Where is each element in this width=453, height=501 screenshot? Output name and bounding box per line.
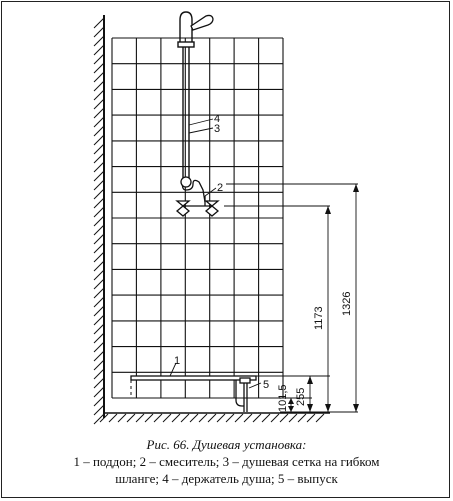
tiled-wall: [112, 38, 283, 398]
callout-4: 4: [214, 113, 221, 125]
callout-3: 3: [214, 123, 221, 135]
callout-1: 1: [174, 355, 181, 367]
dimension-101-5: 101,5: [277, 384, 289, 412]
flexible-hose: [181, 177, 205, 202]
figure-caption: [8, 436, 445, 487]
dimension-1173: 1173: [313, 306, 325, 330]
shower-rail: [178, 12, 194, 180]
dimension-255: 255: [295, 387, 307, 406]
dimension-1326: 1326: [341, 291, 353, 316]
left-wall: [94, 15, 324, 424]
drain-outlet: [236, 378, 250, 412]
callout-5: 5: [263, 379, 270, 391]
caption-legend-line-1: 1 – поддон; 2 – смеситель; 3 – душевая сетка на гибком: [73, 454, 380, 469]
shower-head: [191, 15, 213, 30]
mixer-tap: [177, 196, 218, 216]
callout-2: 2: [217, 182, 224, 194]
caption-title: Рис. 66. Душевая установка:: [146, 437, 307, 452]
shower-tray: [118, 376, 256, 398]
caption-legend-line-2: шланге; 4 – держатель душа; 5 – выпуск: [115, 471, 338, 486]
